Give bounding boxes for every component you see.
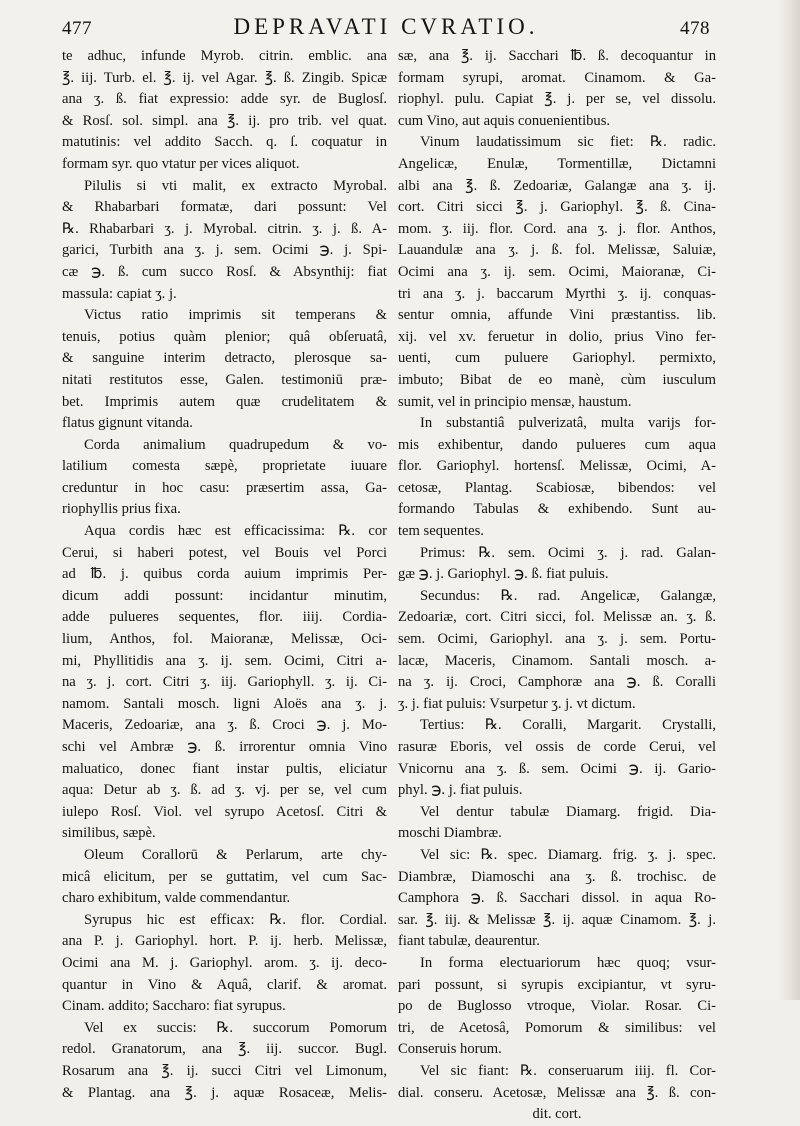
text-line: na ʒ. j. cort. Citri ʒ. iij. Gariophyll. ʒ. ij. Ci- <box>62 674 387 691</box>
text-line: gæ ℈. j. Gariophyl. ℈. ß. fiat puluis. <box>398 566 609 583</box>
text-line: & sanguine interim detracto, plerosque sa- <box>62 350 387 367</box>
text-line: albi ana ℥. ß. Zedoariæ, Galangæ ana ʒ. ij. <box>398 177 716 194</box>
text-line: Vel sic fiant: ℞. conseruarum iiij. fl. Cor- <box>420 1062 716 1079</box>
text-line: Corda animalium quadrupedum & vo- <box>84 436 387 453</box>
text-line: dial. conseru. Acetosæ, Melissæ ana ℥. ß. con- <box>398 1084 716 1101</box>
running-title: DEPRAVATI CVRATIO. <box>233 14 539 39</box>
page-header <box>62 14 710 42</box>
text-line: ℞. Rhabarbari ʒ. j. Myrobal. citrin. ʒ. j. ß. A- <box>62 220 387 237</box>
text-line: tenuis, potius quàm plenior; quâ obſeruatâ, <box>62 328 387 345</box>
text-line: Vnicornu ana ʒ. ß. sem. Ocimi ℈. ij. Gario- <box>398 760 716 777</box>
text-line: na ʒ. ij. Croci, Camphoræ ana ℈. ß. Coralli <box>398 674 716 691</box>
text-line: & Rhabarbari formatæ, dari possunt: Vel <box>62 199 387 216</box>
text-line: Syrupus hic est efficax: ℞. flor. Cordial. <box>84 911 387 928</box>
text-line: cum Vino, aut aquis conuenientibus. <box>398 112 611 129</box>
text-line: sumit, vel in principio mensæ, haustum. <box>398 393 632 410</box>
text-line: formando Tabulas & exhibendo. Sunt au- <box>398 501 716 518</box>
left-page-number: 477 <box>62 18 92 39</box>
right-text-column <box>398 46 716 1123</box>
text-line: flatus gignunt vitanda. <box>62 415 193 432</box>
text-line: tri, de Acetosâ, Pomorum & similibus: vel <box>398 1019 716 1036</box>
text-line: sem. Ocimi, Gariophyl. ana ʒ. j. sem. Portu- <box>398 631 716 648</box>
text-line: charo exhibitum, valde commendantur. <box>62 890 291 907</box>
text-line: garici, Turbith ana ʒ. j. sem. Ocimi ℈. j. Spi- <box>62 242 387 259</box>
text-line: riophyl. pulu. Capiat ℥. j. per se, vel dissolu. <box>398 91 716 108</box>
text-line: Conseruis horum. <box>398 1041 502 1058</box>
text-line: schi vel Ambræ ℈. ß. irrorentur omnia Vino <box>62 739 387 755</box>
right-page-number: 478 <box>680 18 710 39</box>
text-line: In substantiâ pulverizatâ, multa varijs for- <box>420 415 716 432</box>
text-line: Lauandulæ ana ʒ. j. ß. fol. Melissæ, Saluiæ, <box>398 242 716 259</box>
text-line: mis exhibentur, dando pulueres cum aqua <box>398 436 716 453</box>
text-line: tri ana ʒ. j. baccarum Myrthi ʒ. ij. conquas- <box>398 285 716 302</box>
text-line: sentur omnia, affunde Vini præstantiss. lib. <box>398 307 716 324</box>
text-line: ana ʒ. ß. fiat expressio: adde syr. de Buglosſ. <box>62 91 387 108</box>
text-line: uenti, cum puluere Gariophyl. permixto, <box>398 350 716 367</box>
text-line: cort. Citri sicci ℥. j. Gariophyl. ℥. ß. Cina- <box>398 199 716 216</box>
text-line: Secundus: ℞. rad. Angelicæ, Galangæ, <box>420 587 716 604</box>
text-line: matutinis: vel addito Sacch. q. ſ. coquatur in <box>62 134 387 151</box>
text-line: mom. ʒ. iij. flor. Cord. ana ʒ. j. flor. Anthos, <box>398 220 716 237</box>
text-line: massula: capiat ʒ. j. <box>62 285 177 302</box>
text-line: similibus, sæpè. <box>62 825 156 842</box>
text-line: dit. cort. <box>532 1106 582 1123</box>
text-line: formam syr. quo vtatur per vices aliquot. <box>62 155 300 172</box>
text-line: namom. Santali mosch. ligni Aloës ana ʒ. j. <box>62 695 387 712</box>
text-line: latilium comesta sæpè, proprietate iuuare <box>62 458 387 475</box>
text-line: & Rosſ. sol. simpl. ana ℥. ij. pro trib. vel quat. <box>62 112 387 129</box>
text-line: cetosæ, Plantag. Scabiosæ, bibendos: vel <box>398 479 716 496</box>
text-line: po de Buglosso vtroque, Violar. Rosar. Ci- <box>398 998 716 1015</box>
text-line: lium, Anthos, fol. Maioranæ, Melissæ, Oci- <box>62 631 387 648</box>
text-line: Victus ratio imprimis sit temperans & <box>84 307 387 324</box>
text-line: Oleum Corallorū & Perlarum, arte chy- <box>84 846 387 863</box>
text-line: Diambræ, Diamoschi ana ʒ. ß. trochisc. de <box>398 868 716 885</box>
text-line: ʒ. j. fiat puluis: Vsurpetur ʒ. j. vt dictum. <box>398 695 636 712</box>
text-line: Vinum laudatissimum sic fiet: ℞. radic. <box>420 134 716 151</box>
text-line: Primus: ℞. sem. Ocimi ʒ. j. rad. Galan- <box>420 544 716 561</box>
text-line: mi, Phyllitidis ana ʒ. ij. sem. Ocimi, Citri a- <box>62 652 387 669</box>
text-line: Vel ex succis: ℞. succorum Pomorum <box>84 1019 387 1036</box>
text-line: ad ℔. j. quibus corda auium imprimis Per- <box>62 566 387 583</box>
text-line: nitati restitutos esse, Galen. testimoniū præ- <box>62 371 387 388</box>
text-line: Ocimi ana ʒ. ij. sem. Ocimi, Maioranæ, Ci- <box>398 263 716 280</box>
text-line: Cinam. addito; Saccharo: fiat syrupus. <box>62 998 286 1015</box>
text-line: creduntur in hoc casu: præsertim assa, Ga- <box>62 479 387 496</box>
text-line: Rosarum ana ℥. ij. succi Citri vel Limonum, <box>62 1062 387 1079</box>
text-line: rasuræ Eboris, vel ossis de corde Cerui, vel <box>398 739 716 755</box>
text-line: Ocimi ana M. j. Gariophyl. arom. ʒ. ij. deco- <box>62 954 387 971</box>
text-line: ana P. j. Gariophyl. hort. P. ij. herb. Melissæ, <box>62 933 387 950</box>
text-line: flor. Gariophyl. hortensſ. Melissæ, Ocimi, A- <box>398 458 716 475</box>
text-line: Angelicæ, Enulæ, Tormentillæ, Dictamni <box>398 155 716 172</box>
text-line: Aqua cordis hæc est efficacissima: ℞. cor <box>84 523 387 540</box>
text-line: & Plantag. ana ℥. j. aquæ Rosaceæ, Melis- <box>62 1084 387 1101</box>
text-line: quantur in Vino & Aquâ, clarif. & aromat. <box>62 976 387 993</box>
text-line: sæ, ana ℥. ij. Sacchari ℔. ß. decoquantur in <box>398 48 716 64</box>
page-edge <box>778 0 800 1000</box>
text-line: imbuto; Bibat de eo manè, cùm iusculum <box>398 371 716 388</box>
text-line: Vel sic: ℞. spec. Diamarg. frig. ʒ. j. spec. <box>420 846 716 863</box>
text-line: micâ elicitum, per se guttatim, vel cum Sac- <box>62 868 387 885</box>
text-line: ℥. iij. Turb. el. ℥. ij. vel Agar. ℥. ß. Zingib. Spicæ <box>62 69 387 86</box>
text-line: Pilulis si vti malit, ex extracto Myrobal. <box>84 177 387 194</box>
text-line: Zedoariæ, cort. Citri sicci, fol. Melissæ an. ʒ. ß. <box>398 609 716 626</box>
text-line: formam syrupi, aromat. Cinamom. & Ga- <box>398 69 716 86</box>
text-line: pari possunt, si syrupis excipiantur, vt syru- <box>398 976 716 993</box>
text-line: iulepo Rosſ. Viol. vel syrupo Acetosſ. Citri & <box>62 803 387 820</box>
text-line: dicum addi possunt: incidantur minutim, <box>62 587 387 604</box>
text-line: Maceris, Zedoariæ, ana ʒ. ß. Croci ℈. j. Mo- <box>62 717 387 734</box>
text-line: lacæ, Maceris, Cinamom. Santali mosch. a- <box>398 652 716 669</box>
text-line: Vel dentur tabulæ Diamarg. frigid. Dia- <box>420 803 716 820</box>
text-line: sar. ℥. iij. & Melissæ ℥. ij. aquæ Cinamom. ℥. j. <box>398 911 716 928</box>
text-line: fiant tabulæ, deaurentur. <box>398 933 540 950</box>
text-line: redol. Granatorum, ana ℥. iij. succor. Bugl. <box>62 1041 387 1058</box>
text-line: tem sequentes. <box>398 523 484 540</box>
text-line: Camphora ℈. ß. Sacchari dissol. in aqua Ro- <box>398 890 716 907</box>
text-line: cæ ℈. ß. cum succo Rosſ. & Absynthij: fiat <box>62 263 387 280</box>
text-line: te adhuc, infunde Myrob. citrin. emblic. ana <box>62 48 387 64</box>
text-line: In forma electuariorum hæc quoq; vsur- <box>420 954 716 971</box>
text-line: phyl. ℈. j. fiat puluis. <box>398 782 523 799</box>
text-line: bet. Imprimis autem quæ crudelitatem & <box>62 393 387 410</box>
text-line: moschi Diambræ. <box>398 825 502 842</box>
text-line: Tertius: ℞. Coralli, Margarit. Crystalli, <box>420 717 716 734</box>
text-line: adde pulueres sequentes, flor. iiij. Cordia- <box>62 609 387 626</box>
text-line: Cerui, si haberi potest, vel Bouis vel Porci <box>62 544 387 561</box>
text-line: riophyllis prius fixa. <box>62 501 181 518</box>
text-line: aqua: Detur ab ʒ. ß. ad ʒ. vj. per se, vel cum <box>62 782 387 799</box>
left-text-column <box>62 46 387 1101</box>
text-line: maluatico, donec fiant instar pultis, eliciatur <box>62 760 387 777</box>
text-line: xij. vel xv. feruetur in dolio, prius Vino fer- <box>398 328 716 345</box>
